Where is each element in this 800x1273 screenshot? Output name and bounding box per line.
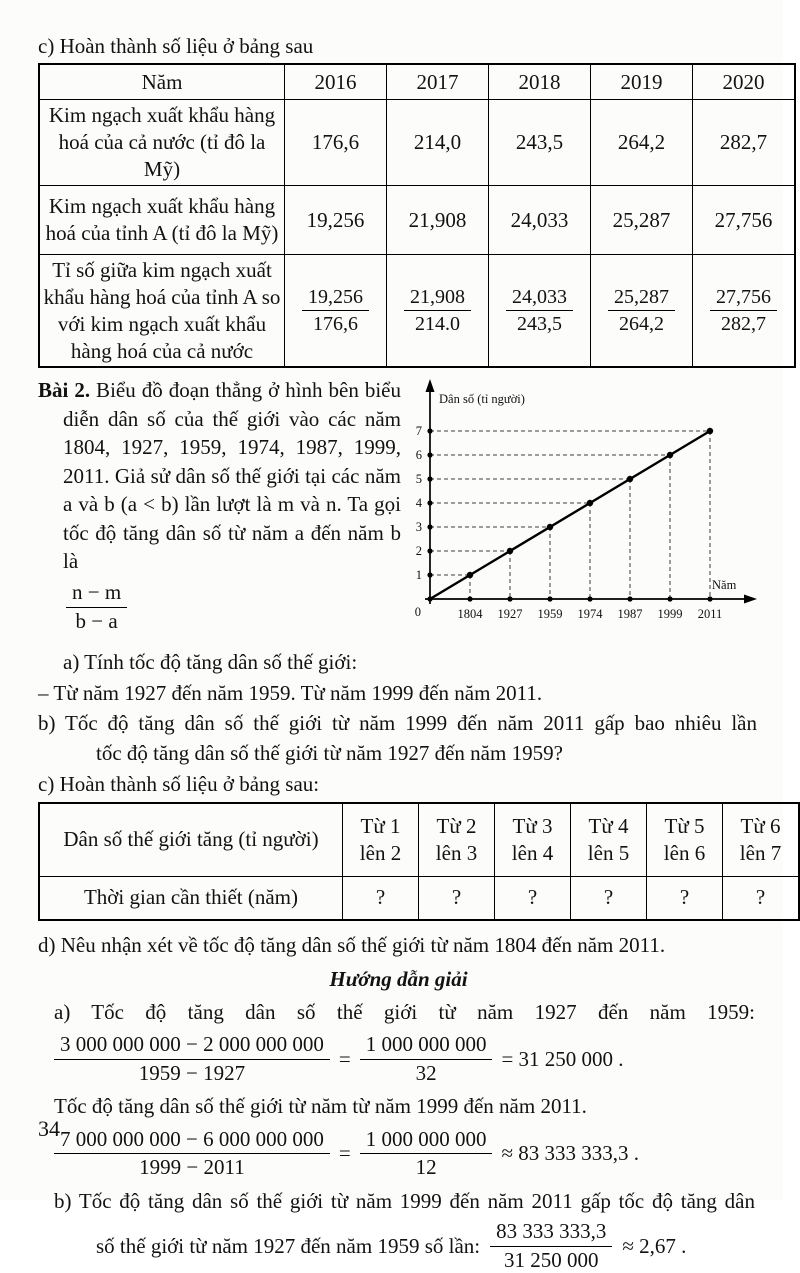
cell-value: ? <box>419 876 495 920</box>
problem-2-number: Bài 2. <box>38 378 91 403</box>
row-label: Dân số thế giới tăng (tỉ người) <box>39 803 343 877</box>
solution-a-intro2: Tốc độ tăng dân số thế giới từ năm từ năm 1999 đến năm 2011. <box>54 1094 587 1119</box>
col-header: Từ 3 lên 4 <box>495 803 571 877</box>
cell-value: ? <box>647 876 723 920</box>
row-label: Tỉ số giữa kim ngạch xuất khẩu hàng hoá của tỉnh A so với kim ngạch xuất khẩu hàng hoá của cả nước <box>39 254 285 367</box>
solution-b-line1: b) Tốc độ tăng dân số thế giới từ năm 1999 đến năm 2011 gấp tốc độ tăng dân <box>54 1188 755 1213</box>
solution-heading: Hướng dẫn giải <box>329 967 468 992</box>
solution-b-text: số thế giới từ năm 1927 đến năm 1959 số lần: <box>96 1234 481 1258</box>
table-row <box>39 876 799 920</box>
table-row <box>39 100 795 186</box>
table-header-2019: 2019 <box>591 64 693 100</box>
svg-text:1804: 1804 <box>457 607 483 622</box>
export-table <box>38 63 796 368</box>
table-header-2020: 2020 <box>693 64 796 100</box>
cell-value: 282,7 <box>693 100 796 186</box>
section-c-label: c) Hoàn thành số liệu ở bảng sau <box>38 34 314 58</box>
equals-sign: = <box>338 1141 351 1166</box>
svg-text:1927: 1927 <box>497 607 523 622</box>
problem-2-text-column <box>38 376 401 676</box>
svg-text:0: 0 <box>414 605 421 620</box>
problem-2-item-a: a) Tính tốc độ tăng dân số thế giới: <box>63 650 358 675</box>
problem-2-section <box>38 376 759 676</box>
table-row <box>39 803 799 877</box>
cell-value: 27,756 <box>693 185 796 254</box>
svg-text:Dân số (tỉ người): Dân số (tỉ người) <box>439 392 525 407</box>
table-row <box>39 185 795 254</box>
col-header: Từ 1 lên 2 <box>343 803 419 877</box>
solution-b-line2: số thế giới từ năm 1927 đến năm 1959 số lần: $\frac{83 333 333,3}{31 250 000}$ ≈ 2,67 . <box>96 1219 687 1272</box>
svg-text:1999: 1999 <box>657 607 683 622</box>
equation-result: = 31 250 000 . <box>501 1046 624 1071</box>
col-header: Từ 5 lên 6 <box>647 803 723 877</box>
solution-equation-1: $\frac{3 000 000 000 - 2 000 000 000}{1959 - 1927}$ = $\frac{1 000 000 000}{32}$ = 31 250 000 . <box>54 1032 759 1086</box>
svg-text:3: 3 <box>415 520 422 535</box>
problem-2-item-b-line2: tốc độ tăng dân số thế giới từ năm 1927 đến năm 1959? <box>96 741 563 766</box>
table-header-2017: 2017 <box>387 64 489 100</box>
table-header-year: Năm <box>39 64 285 100</box>
row-label: Kim ngạch xuất khẩu hàng hoá của tỉnh A (tỉ đô la Mỹ) <box>39 185 285 254</box>
cell-fraction: $\frac{21,908}{214.0}$ <box>387 254 489 367</box>
cell-value: 24,033 <box>489 185 591 254</box>
page-number: 34 <box>38 1116 60 1141</box>
cell-value: ? <box>723 876 800 920</box>
growth-rate-formula: $\frac{n - m}{b - a}$ <box>66 580 401 634</box>
cell-value: 25,287 <box>591 185 693 254</box>
cell-fraction: $\frac{24,033}{243,5}$ <box>489 254 591 367</box>
problem-2-statement <box>38 376 401 576</box>
population-growth-table <box>38 802 800 921</box>
cell-value: ? <box>571 876 647 920</box>
svg-text:1: 1 <box>415 568 422 583</box>
svg-text:6: 6 <box>415 448 422 463</box>
problem-2-item-b-line1: b) Tốc độ tăng dân số thế giới từ năm 1999 đến năm 2011 gấp bao nhiêu lần <box>38 710 757 735</box>
table-row <box>39 64 795 100</box>
svg-text:7: 7 <box>415 424 422 439</box>
solution-a-intro1: a) Tốc độ tăng dân số thế giới từ năm 1927 đến năm 1959: <box>54 999 755 1024</box>
population-chart-figure <box>403 378 759 637</box>
population-chart <box>403 378 759 630</box>
table-header-2016: 2016 <box>285 64 387 100</box>
svg-text:2: 2 <box>415 544 422 559</box>
problem-2-item-a-detail: – Từ năm 1927 đến năm 1959. Từ năm 1999 đến năm 2011. <box>38 680 543 705</box>
cell-fraction: $\frac{19,256}{176,6}$ <box>285 254 387 367</box>
cell-value: 214,0 <box>387 100 489 186</box>
row-label: Thời gian cần thiết (năm) <box>39 876 343 920</box>
svg-text:1974: 1974 <box>577 607 603 622</box>
svg-text:Năm: Năm <box>712 578 737 593</box>
cell-value: ? <box>495 876 571 920</box>
cell-fraction: $\frac{25,287}{264,2}$ <box>591 254 693 367</box>
cell-fraction: $\frac{27,756}{282,7}$ <box>693 254 796 367</box>
table-row <box>39 254 795 367</box>
col-header: Từ 6 lên 7 <box>723 803 800 877</box>
row-label: Kim ngạch xuất khẩu hàng hoá của cả nước (tỉ đô la Mỹ) <box>39 100 285 186</box>
cell-value: 243,5 <box>489 100 591 186</box>
equation-result: ≈ 2,67 . <box>622 1234 687 1258</box>
svg-text:2011: 2011 <box>697 607 723 622</box>
problem-2-item-c: c) Hoàn thành số liệu ở bảng sau: <box>38 771 320 796</box>
table-header-2018: 2018 <box>489 64 591 100</box>
cell-value: 264,2 <box>591 100 693 186</box>
cell-value: ? <box>343 876 419 920</box>
solution-equation-2: $\frac{7 000 000 000 - 6 000 000 000}{1999 - 2011}$ = $\frac{1 000 000 000}{12}$ ≈ 83 333 333,3 . <box>54 1127 759 1181</box>
svg-text:1987: 1987 <box>617 607 643 622</box>
svg-text:1959: 1959 <box>537 607 563 622</box>
col-header: Từ 2 lên 3 <box>419 803 495 877</box>
cell-value: 176,6 <box>285 100 387 186</box>
cell-value: 19,256 <box>285 185 387 254</box>
col-header: Từ 4 lên 5 <box>571 803 647 877</box>
equals-sign: = <box>338 1046 351 1071</box>
svg-text:5: 5 <box>415 472 422 487</box>
equation-result: ≈ 83 333 333,3 . <box>501 1141 639 1166</box>
problem-2-body: Biểu đồ đoạn thẳng ở hình bên biểu diễn dân số của thế giới vào các năm 1804, 1927, 1959, 1974, 1987, 1999, 2011. Giả sử dân số thế giới tại các năm a và b (a < b) lần lượt là m và n. Ta gọi tốc độ tăng dân số từ năm a đến năm b là <box>63 378 401 574</box>
cell-value: 21,908 <box>387 185 489 254</box>
problem-2-item-d: d) Nêu nhận xét về tốc độ tăng dân số thế giới từ năm 1804 đến năm 2011. <box>38 932 666 957</box>
svg-text:4: 4 <box>415 496 422 511</box>
